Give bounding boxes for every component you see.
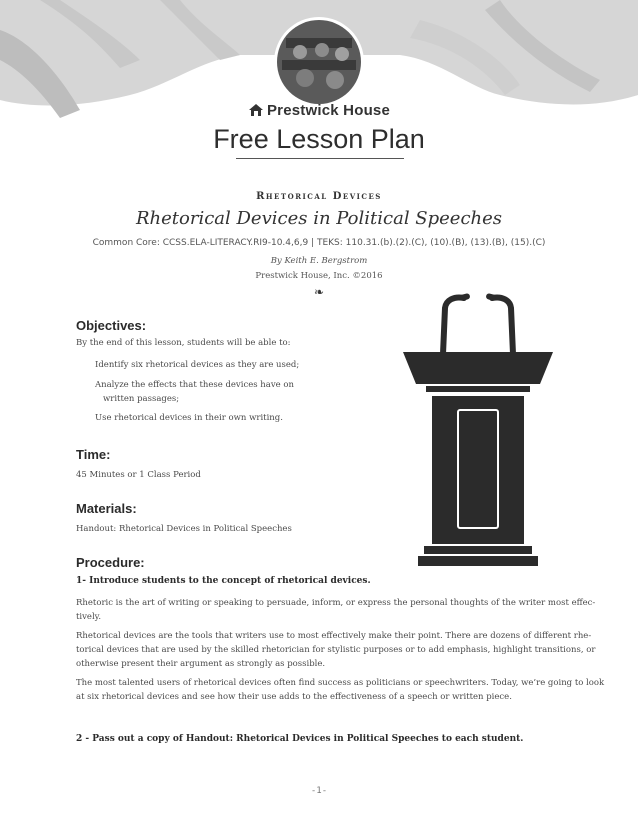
objectives-heading: Objectives: (76, 318, 147, 333)
author-byline: By Keith E. Bergstrom (270, 256, 368, 266)
page-number: -1- (310, 786, 328, 796)
materials-text: Handout: Rhetorical Devices in Political Speeches (76, 524, 292, 534)
paragraph-line: at six rhetorical devices and see how their use adds to the effectiveness of a speech or written piece. (76, 692, 512, 702)
objective-item-continued: written passages; (103, 394, 180, 404)
paragraph-line: torical devices that are used by the skilled rhetorician for stylistic purposes or to add emphasis, highlight transitions, or (76, 645, 596, 655)
lesson-type-title: Free Lesson Plan (213, 124, 425, 154)
procedure-step-2: 2 - Pass out a copy of Handout: Rhetorical Devices in Political Speeches to each student. (76, 734, 524, 744)
house-logo-icon (248, 103, 264, 121)
brand-logo (0, 100, 638, 121)
paragraph-line: tively. (76, 612, 102, 622)
procedure-heading: Procedure: (76, 555, 145, 570)
objective-item: Identify six rhetorical devices as they are used; (95, 360, 300, 370)
paragraph-line: The most talented users of rhetorical devices often find success as politicians or speechwriters. Today, we’re going to look (76, 678, 605, 688)
standards-line: Common Core: CCSS.ELA-LITERACY.RI9-10.4,6,9 | TEKS: 110.31.(b).(2).(C), (10).(B), (13).(B), (15).(C) (92, 238, 546, 248)
paragraph-line: Rhetoric is the art of writing or speaking to persuade, inform, or express the personal thoughts of the writer most effec- (76, 598, 596, 608)
paragraph-line: otherwise present their argument as strongly as possible. (76, 659, 326, 669)
materials-heading: Materials: (76, 501, 137, 516)
paragraph-line: Rhetorical devices are the tools that writers use to most effectively make their point. There are dozens of different rhe- (76, 631, 592, 641)
time-text: 45 Minutes or 1 Class Period (76, 470, 201, 480)
objective-item: Use rhetorical devices in their own writing. (95, 413, 283, 423)
ornament-icon: ❧ (313, 285, 325, 299)
brand-name: Prestwick House (266, 102, 391, 119)
podium-illustration (398, 292, 558, 570)
publisher-line: Prestwick House, Inc. ©2016 (255, 271, 383, 281)
time-heading: Time: (76, 447, 111, 462)
document-title: Rhetorical Devices in Political Speeches (135, 208, 503, 229)
section-kicker: Rhetorical Devices (256, 191, 382, 202)
procedure-step-1: 1- Introduce students to the concept of rhetorical devices. (76, 576, 371, 586)
objective-item: Analyze the effects that these devices have on (95, 380, 294, 390)
title-divider (236, 158, 404, 159)
objectives-intro: By the end of this lesson, students will be able to: (76, 338, 291, 348)
